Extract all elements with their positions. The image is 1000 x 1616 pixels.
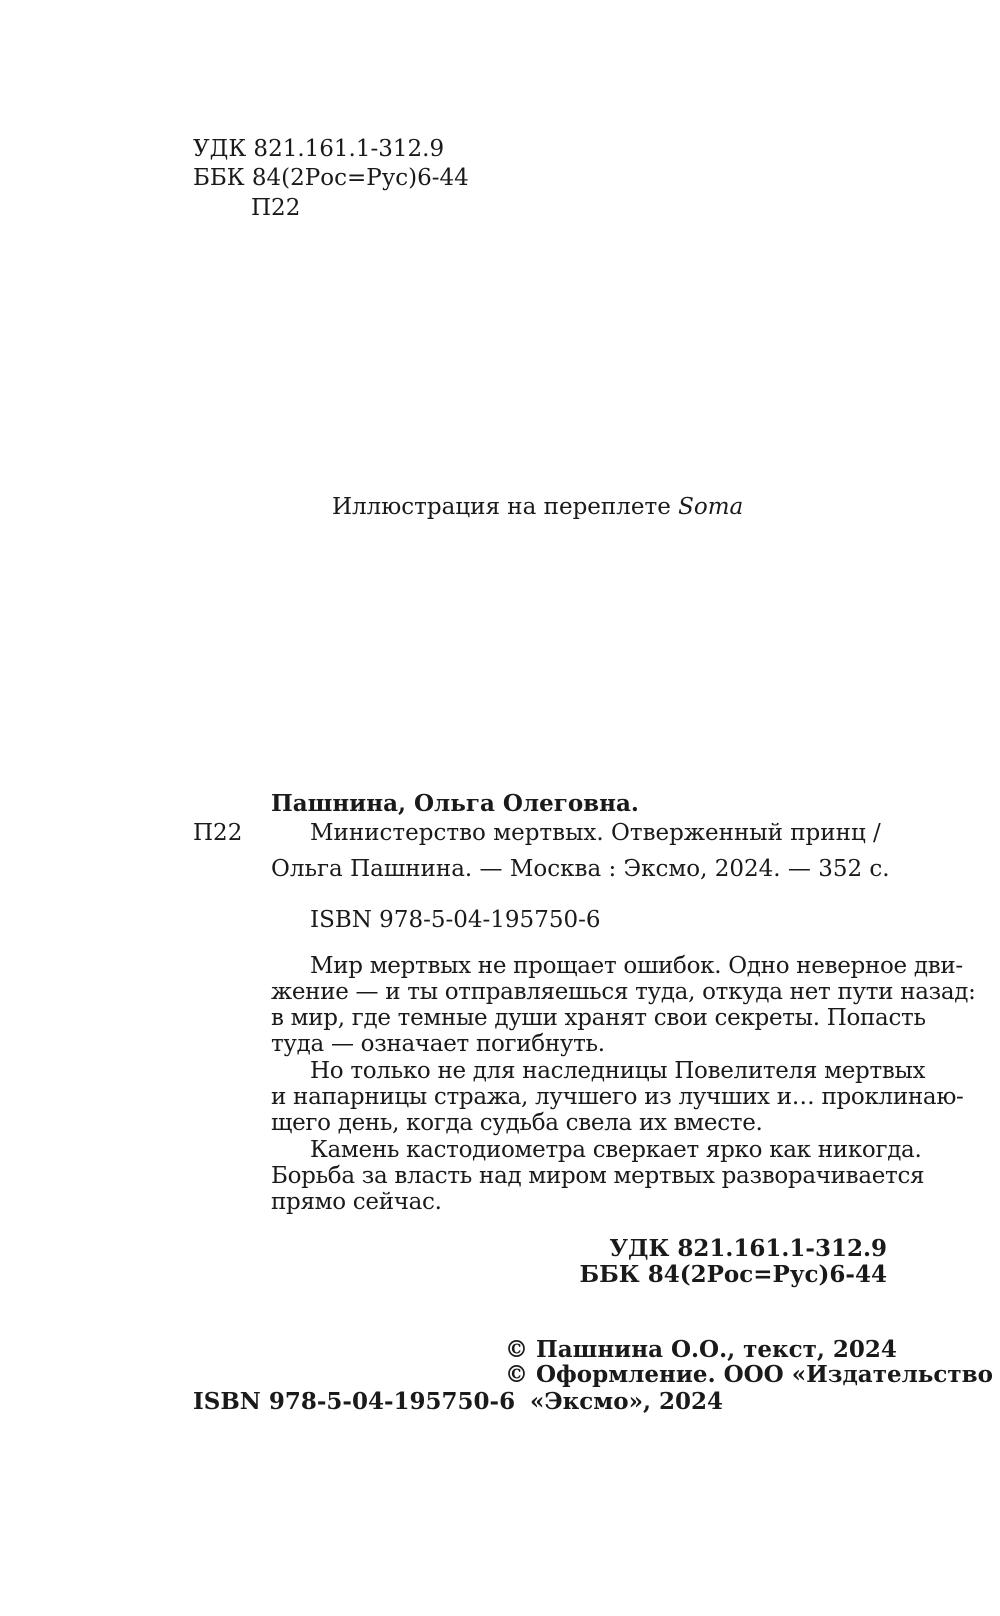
bib-author: Пашнина, Ольга Олеговна.: [271, 790, 639, 817]
header-udk: УДК 821.161.1-312.9: [193, 136, 445, 162]
illustration-credit: [332, 494, 743, 520]
bib-author-mark: П22: [193, 820, 243, 846]
annotation-line: прямо сейчас.: [271, 1189, 442, 1215]
copyright-author: © Пашнина О.О., текст, 2024: [505, 1336, 897, 1363]
annotation-line: Борьба за власть над миром мертвых разворачивается: [271, 1163, 925, 1189]
annotation-line: и напарницы стража, лучшего из лучших и… проклинаю-: [271, 1084, 964, 1110]
header-author-mark: П22: [251, 195, 301, 221]
illustration-artist: Soma: [678, 494, 744, 520]
classification-bbk: ББК 84(2Рос=Рус)6-44: [579, 1261, 887, 1288]
annotation-line: туда — означает погибнуть.: [271, 1031, 605, 1057]
header-bbk: ББК 84(2Рос=Рус)6-44: [193, 165, 469, 191]
bib-title-line: Министерство мертвых. Отверженный принц /: [310, 820, 881, 846]
copyright-publisher: «Эксмо», 2024: [530, 1388, 724, 1415]
annotation-line: в мир, где темные души хранят свои секреты. Попасть: [271, 1005, 926, 1031]
annotation-line: Камень кастодиометра сверкает ярко как никогда.: [310, 1137, 922, 1163]
footer-isbn: ISBN 978-5-04-195750-6: [193, 1388, 516, 1415]
annotation-line: Но только не для наследницы Повелителя мертвых: [310, 1058, 926, 1084]
illustration-text: Иллюстрация на переплете: [332, 494, 671, 520]
annotation-line: щего день, когда судьба свела их вместе.: [271, 1110, 763, 1136]
bib-isbn: ISBN 978-5-04-195750-6: [310, 907, 601, 933]
annotation-line: жение — и ты отправляешься туда, откуда нет пути назад:: [271, 979, 976, 1005]
copyright-design: © Оформление. ООО «Издательство: [505, 1361, 993, 1388]
annotation-line: Мир мертвых не прощает ошибок. Одно неверное дви-: [310, 953, 963, 979]
bib-imprint-line: Ольга Пашнина. — Москва : Эксмо, 2024. — 352 с.: [271, 856, 890, 882]
classification-udk: УДК 821.161.1-312.9: [609, 1235, 887, 1262]
